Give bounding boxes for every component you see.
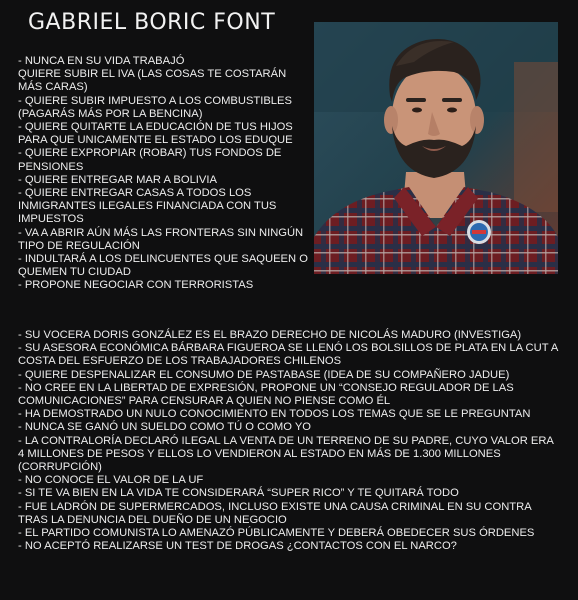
list-item: - QUIERE ENTREGAR MAR A BOLIVIA	[18, 173, 217, 186]
list-item: - QUIERE QUITARTE LA EDUCACIÓN DE TUS HIJOS PARA QUE UNICAMENTE EL ESTADO LOS EDUQUE	[18, 121, 293, 147]
list-item: - NO ACEPTÓ REALIZARSE UN TEST DE DROGAS ¿CONTACTOS CON EL NARCO?	[18, 540, 457, 553]
list-item: - QUIERE EXPROPIAR (ROBAR) TUS FONDOS DE PENSIONES	[18, 147, 282, 173]
list-item: QUIERE SUBIR EL IVA (LAS COSAS TE COSTARÁN MÁS CARAS)	[18, 68, 287, 94]
list-item: - PROPONE NEGOCIAR CON TERRORISTAS	[18, 279, 254, 292]
portrait-photo	[314, 22, 558, 274]
list-item: - NO CONOCE EL VALOR DE LA UF	[18, 474, 204, 487]
list-item: - NO CREE EN LA LIBERTAD DE EXPRESIÓN, PROPONE UN “CONSEJO REGULADOR DE LAS COMUNICACIONES” PARA CENSURAR A QUIEN NO PIENSE COMO ÉL	[18, 381, 514, 408]
list-item: - INDULTARÁ A LOS DELINCUENTES QUE SAQUEEN O QUEMEN TU CIUDAD	[18, 253, 308, 279]
list-item: - SI TE VA BIEN EN LA VIDA TE CONSIDERARÁ “SUPER RICO” Y TE QUITARÁ TODO	[18, 487, 459, 500]
list-item: - NUNCA EN SU VIDA TRABAJÓ	[18, 55, 185, 67]
list-item: - EL PARTIDO COMUNISTA LO AMENAZÓ PÚBLICAMENTE Y DEBERÁ OBEDECER SUS ÓRDENES	[18, 527, 535, 540]
list-item: - QUIERE DESPENALIZAR EL CONSUMO DE PASTABASE (IDEA DE SU COMPAÑERO JADUE)	[18, 368, 510, 381]
list-item: - NUNCA SE GANÓ UN SUELDO COMO TÚ O COMO YO	[18, 421, 311, 434]
list-item: - SU ASESORA ECONÓMICA BÁRBARA FIGUEROA SE LLENÓ LOS BOLSILLOS DE PLATA EN LA CUT A COSTA DEL ESFUERZO DE LOS TRABAJADORES CHILENOS	[18, 342, 558, 368]
bottom-statements-list	[18, 329, 558, 553]
list-item: - SU VOCERA DORIS GONZÁLEZ ES EL BRAZO DERECHO DE NICOLÁS MADURO (INVESTIGA)	[18, 329, 522, 341]
page-title: GABRIEL BORIC FONT	[28, 10, 276, 35]
list-item: - QUIERE SUBIR IMPUESTO A LOS COMBUSTIBLES (PAGARÁS MÁS POR LA BENCINA)	[18, 94, 292, 120]
list-item: - LA CONTRALORÍA DECLARÓ ILEGAL LA VENTA DE UN TERRENO DE SU PADRE, CUYO VALOR ERA 4 MILLONES DE PESOS Y ELLOS LO VENDIERON AL ESTADO EN MÁS DE 1.300 MILLONES (CORRUPCIÓN)	[18, 434, 554, 474]
portrait-illustration	[314, 22, 558, 274]
list-item: - VA A ABRIR AÚN MÁS LAS FRONTERAS SIN NINGÚN TIPO DE REGULACIÓN	[18, 226, 304, 252]
top-statements-list	[18, 55, 310, 293]
list-item: - FUE LADRÓN DE SUPERMERCADOS, INCLUSO EXISTE UNA CAUSA CRIMINAL EN SU CONTRA TRAS LA DENUNCIA DEL DUEÑO DE UN NEGOCIO	[18, 500, 532, 526]
list-item: - HA DEMOSTRADO UN NULO CONOCIMIENTO EN TODOS LOS TEMAS QUE SE LE PREGUNTAN	[18, 408, 531, 421]
list-item: - QUIERE ENTREGAR CASAS A TODOS LOS INMIGRANTES ILEGALES FINANCIADA CON TUS IMPUESTOS	[18, 187, 277, 226]
